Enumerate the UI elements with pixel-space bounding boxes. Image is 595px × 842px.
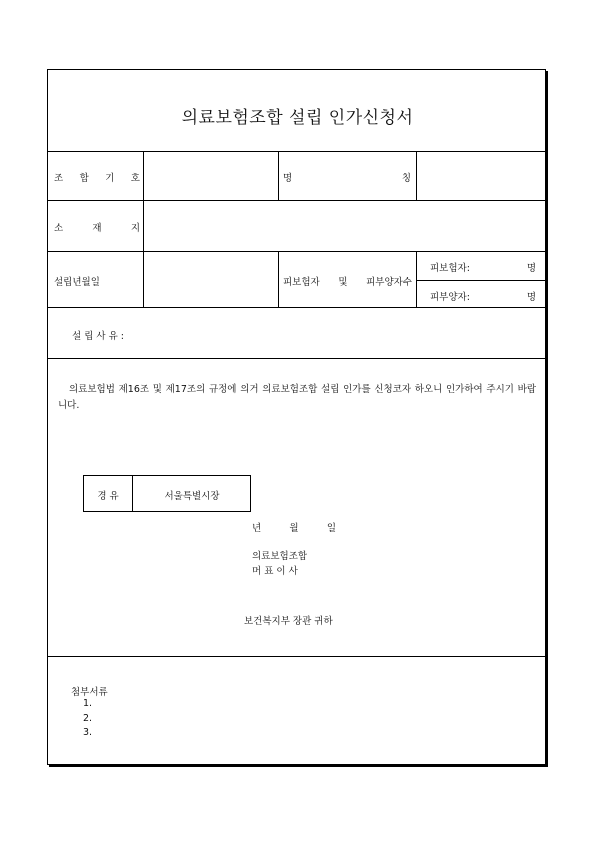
label-reason: 설 립 사 유 : xyxy=(72,331,124,342)
dependents-count-field xyxy=(430,289,536,303)
divider xyxy=(48,656,545,657)
label-established-date: 설립년월일 xyxy=(54,277,100,288)
request-paragraph: 의료보험법 제16조 및 제17조의 규정에 의거 의료보험조합 설립 인가를 신청코자 하오니 인가하여 주시기 바랍니다. xyxy=(58,384,536,411)
routing-label: 경 유 xyxy=(97,491,119,502)
date-line: 년 월 일 xyxy=(252,523,336,534)
label-location: 소 재 지 xyxy=(54,223,140,234)
recipient: 보건복지부 장관 귀하 xyxy=(244,616,333,627)
form-title: 의료보험조합 설립 인가신청서 xyxy=(181,108,414,128)
unit-label: 명 xyxy=(526,263,536,274)
divider xyxy=(278,251,279,307)
attachment-item: 1. xyxy=(83,698,93,709)
attachment-item: 2. xyxy=(83,713,93,724)
insured-count-field xyxy=(430,260,536,274)
divider xyxy=(48,251,545,252)
divider xyxy=(278,151,279,200)
routing-box xyxy=(83,475,251,512)
application-form xyxy=(47,69,546,765)
divider xyxy=(143,251,144,307)
label-insured-count: 피보험자 및 피부양자수 xyxy=(283,277,412,288)
label-union-code: 조 합 기 호 xyxy=(54,173,140,184)
divider xyxy=(48,200,545,201)
label-insured: 피보험자: xyxy=(430,263,470,274)
applicant-rep: 머 표 이 사 xyxy=(252,566,298,577)
divider xyxy=(48,151,545,152)
attachment-item: 3. xyxy=(83,727,93,738)
label-name: 명 칭 xyxy=(283,173,411,184)
label-dependents: 피부양자: xyxy=(430,292,470,303)
applicant-org: 의료보험조합 xyxy=(252,551,308,562)
divider xyxy=(143,200,144,251)
divider xyxy=(143,151,144,200)
routing-value: 서울특별시장 xyxy=(164,491,220,502)
divider xyxy=(416,280,545,281)
divider xyxy=(48,307,545,308)
divider xyxy=(48,358,545,359)
divider xyxy=(416,251,417,307)
attachments-title: 첨부서류 xyxy=(71,687,108,698)
divider xyxy=(416,151,417,200)
unit-label: 명 xyxy=(526,292,536,303)
